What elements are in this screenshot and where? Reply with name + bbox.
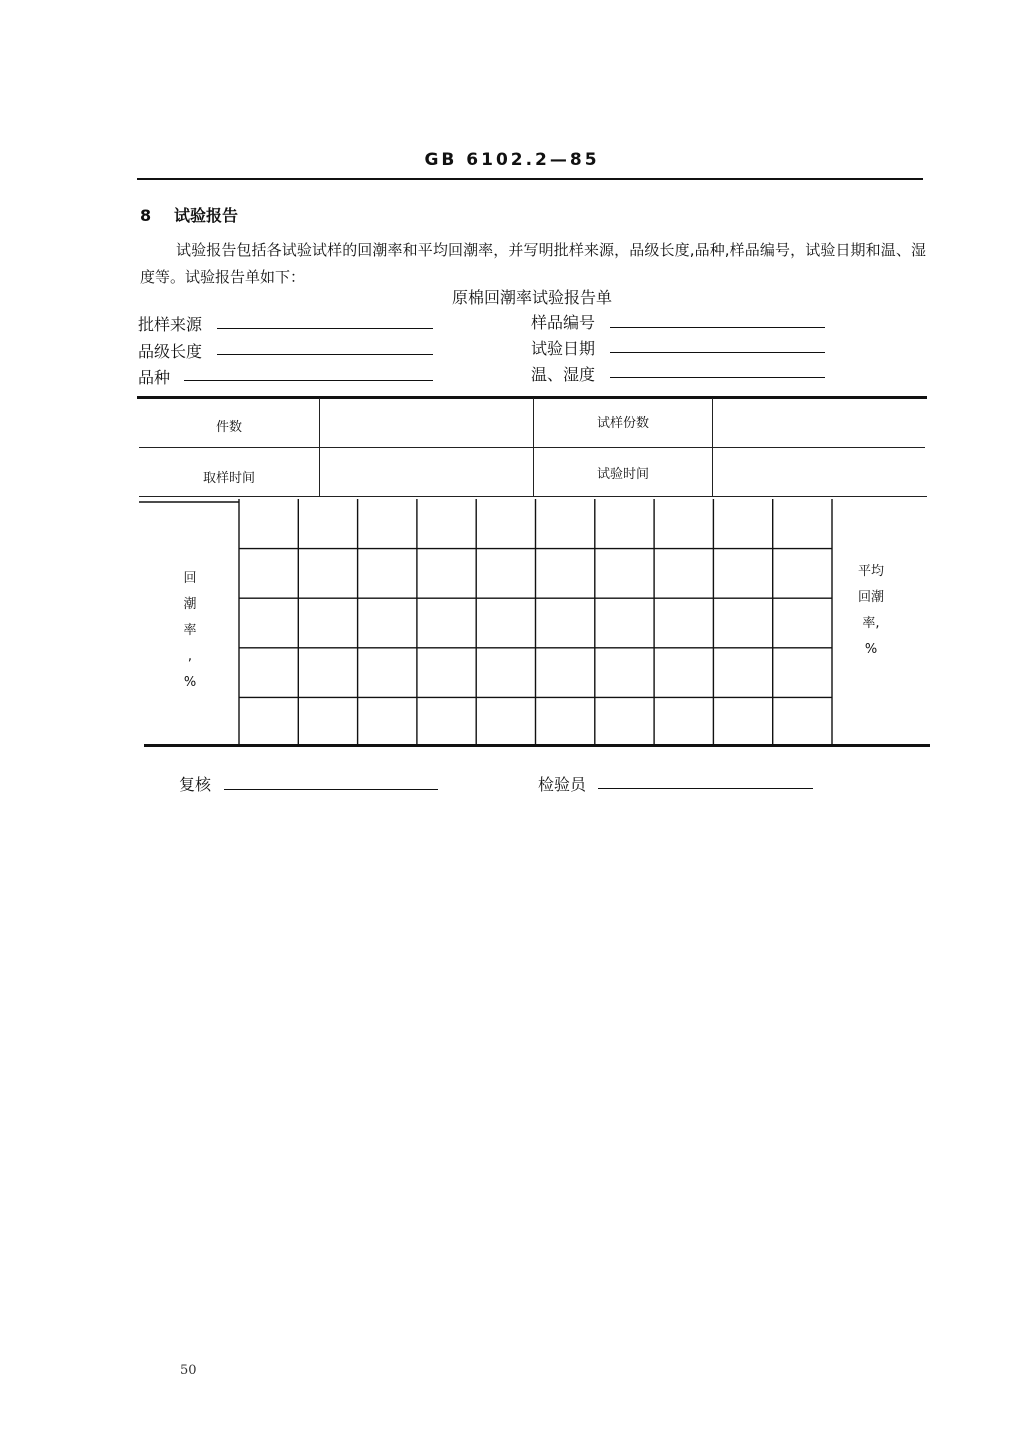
inspector-signature-line[interactable] [598, 788, 813, 789]
label-test-time: 试验时间 [596, 467, 649, 482]
field-label-sample-id: 样品编号 [531, 313, 596, 332]
field-line-sample-id[interactable] [610, 327, 825, 328]
moisture-rate-label [176, 566, 204, 696]
inspector-label: 检验员 [538, 775, 587, 794]
field-label-temp-humidity: 温、湿度 [531, 365, 596, 384]
standard-number: GB 6102.2—85 [424, 150, 600, 170]
specimen-count-cell[interactable] [713, 399, 925, 446]
label-specimen-count: 试样份数 [596, 416, 649, 431]
form-title: 原棉回潮率试验报告单 [451, 288, 612, 307]
average-label-line: 回潮 [857, 590, 884, 605]
average-moisture-cell[interactable] [834, 498, 926, 744]
moisture-label-char: 率 [183, 623, 197, 638]
moisture-label-char: , [187, 649, 193, 664]
field-label-grade-length: 品级长度 [138, 342, 203, 361]
field-line-test-date[interactable] [610, 352, 825, 353]
moisture-label-char: % [183, 675, 197, 690]
field-line-variety[interactable] [184, 380, 433, 381]
section-paragraph: 试验报告包括各试验试样的回潮率和平均回潮率，并写明批样来源，品级长度,品种,样品编号，试验日期和温、湿度等。试验报告单如下： [140, 241, 926, 286]
moisture-grid [139, 497, 929, 757]
table-bottom-rule [144, 744, 930, 747]
average-label-line: 率, [862, 616, 880, 631]
section-title: 试验报告 [174, 206, 239, 225]
reviewer-signature-line[interactable] [224, 789, 438, 790]
page-number: 50 [180, 1363, 197, 1378]
piece-count-cell[interactable] [320, 399, 533, 446]
sampling-time-cell[interactable] [320, 448, 533, 495]
moisture-label-char: 潮 [183, 597, 197, 612]
field-line-temp-humidity[interactable] [610, 377, 825, 378]
moisture-label-char: 回 [183, 571, 197, 586]
label-piece-count: 件数 [215, 420, 242, 435]
field-label-variety: 品种 [138, 368, 171, 387]
field-line-grade-length[interactable] [217, 354, 433, 355]
section-number: 8 [140, 206, 152, 225]
average-label-line: 平均 [857, 564, 884, 579]
field-line-batch-source[interactable] [217, 328, 433, 329]
field-label-batch-source: 批样来源 [138, 315, 203, 334]
test-time-cell[interactable] [713, 448, 925, 495]
label-sampling-time: 取样时间 [202, 471, 255, 486]
field-label-test-date: 试验日期 [531, 339, 596, 358]
average-label-line: % [864, 642, 878, 657]
reviewer-label: 复核 [179, 775, 212, 794]
section-heading [140, 203, 238, 226]
header-rule [137, 178, 923, 180]
